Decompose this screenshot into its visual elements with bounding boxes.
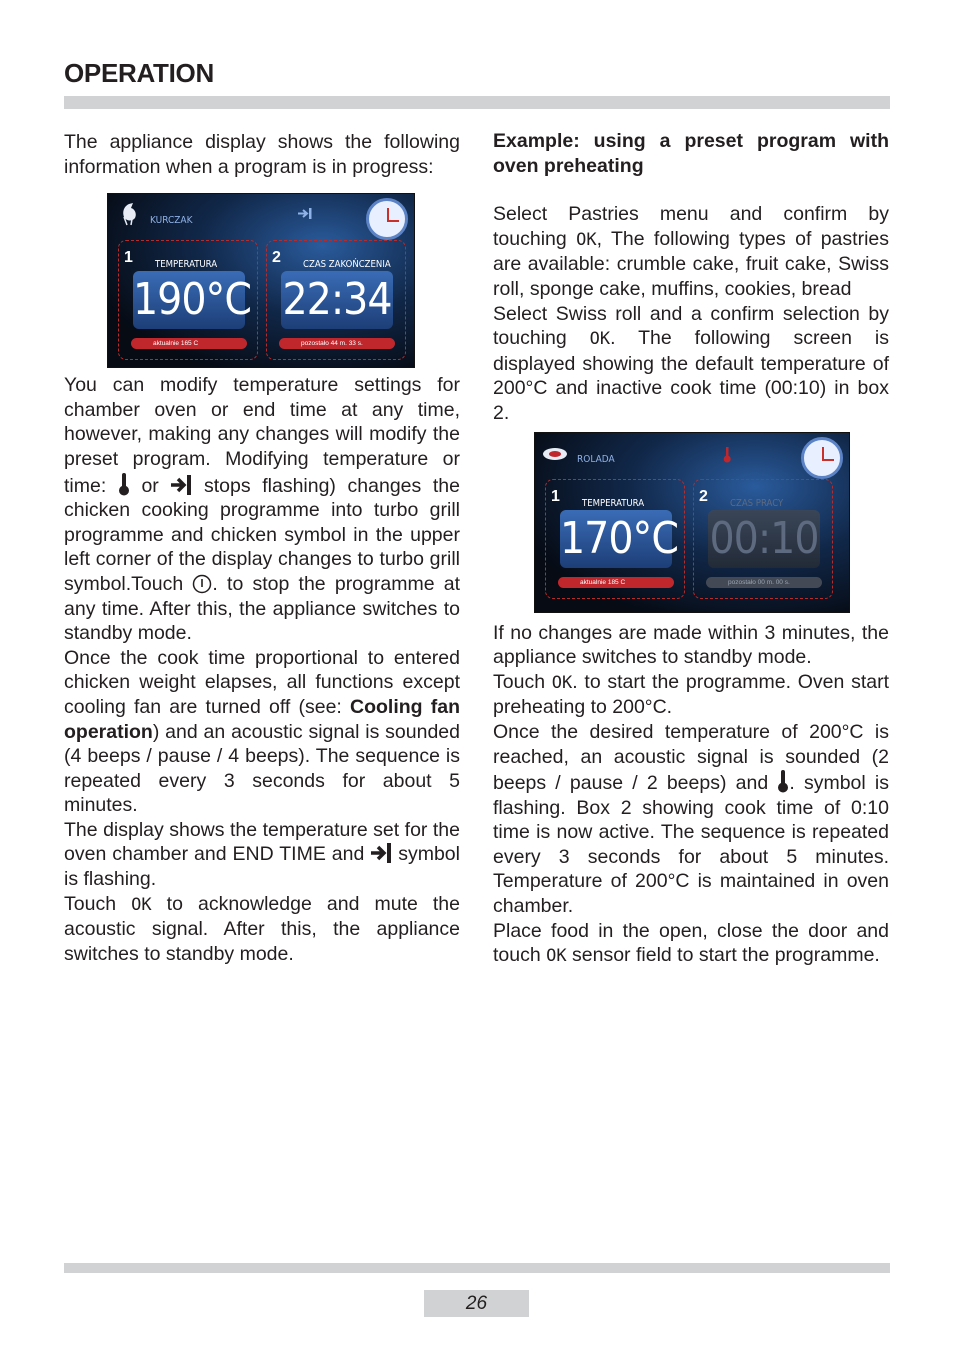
- temperature-value: 170°C: [560, 512, 678, 564]
- right-column: [493, 129, 889, 969]
- box-end-time: [266, 240, 406, 360]
- chicken-icon: [118, 200, 140, 226]
- box-label: CZAS ZAKOŃCZENIA: [303, 259, 391, 271]
- paragraph-pastries: Select Pastries menu and confirm by touching OK, The following types of pastries are available: crumble cake, fruit cake, Swiss roll, sponge cake, muffins, cookies, bread: [493, 203, 889, 300]
- page-number: 26: [424, 1290, 529, 1317]
- paragraph-modify: You can modify temperature settings for chamber oven or end time at any time, however, making any changes will modify the preset program. Modifying temperature or time: or stops flashing) changes the chicken cooking programme into turbo grill programme and chicken symbol in the upper left corner of the display changes to turbo grill symbol.Touch . to stop the programme at any time. After this, the appliance switches to standby mode.: [64, 374, 460, 645]
- box-number: 2: [272, 249, 281, 267]
- cook-time-value: 00:10: [709, 512, 819, 564]
- box-temperature: [118, 240, 258, 360]
- status-bar: pozostało 44 m. 33 s.: [279, 338, 395, 349]
- intro-paragraph: The appliance display shows the following information when a program is in progress:: [64, 131, 460, 178]
- box-temperature: [545, 479, 685, 599]
- clock-icon: [366, 198, 408, 240]
- box-number: 2: [699, 487, 708, 505]
- program-name: ROLADA: [577, 453, 615, 465]
- end-time-icon: [170, 474, 192, 496]
- pastry-icon: [541, 445, 569, 463]
- oven-display-swiss-roll: [534, 432, 850, 613]
- box-label: TEMPERATURA: [155, 259, 218, 271]
- status-bar: aktualnie 185 C: [558, 577, 674, 588]
- box-number: 1: [124, 249, 133, 267]
- power-icon: [192, 574, 212, 594]
- paragraph-cook-time: Once the cook time proportional to entered chicken weight elapses, all functions except cooling fan are turned off (see: Cooling fan operation) and an acoustic signal is sounded (4 beeps / pause / 4 beeps). The sequence is repeated every 3 seconds for about 5 minutes.: [64, 646, 460, 817]
- status-bar: pozostało 00 m. 00 s.: [706, 577, 822, 588]
- end-time-icon: [298, 208, 312, 219]
- thermometer-icon: [118, 472, 130, 496]
- end-time-value: 22:34: [282, 274, 392, 326]
- example-heading: Example: using a preset program with oven preheating: [493, 130, 889, 177]
- header-rule: [64, 96, 890, 109]
- box-number: 1: [551, 487, 560, 505]
- clock-icon: [801, 437, 843, 479]
- temperature-value: 190°C: [133, 274, 251, 326]
- paragraph-no-changes: If no changes are made within 3 minutes, the appliance switches to standby mode.: [493, 621, 889, 669]
- paragraph-start: Touch OK. to start the programme. Oven start preheating to 200°C.: [493, 670, 889, 719]
- page-title: OPERATION: [64, 58, 214, 88]
- left-column: [64, 130, 460, 966]
- paragraph-place-food: Place food in the open, close the door and touch OK sensor field to start the programme.: [493, 919, 889, 967]
- paragraph-swiss-roll: Select Swiss roll and a confirm selection by touching OK. The following screen is displayed showing the default temperature of 200°C and inactive cook time (00:10) in box 2.: [493, 302, 889, 424]
- status-bar: aktualnie 165 C: [131, 338, 247, 349]
- oven-display-chicken: [107, 193, 415, 368]
- box-label: TEMPERATURA: [582, 497, 645, 509]
- program-name: KURCZAK: [150, 215, 193, 227]
- thermometer-icon: [777, 769, 789, 793]
- footer-rule: [64, 1263, 890, 1273]
- paragraph-display-shows: The display shows the temperature set for the oven chamber and END TIME and symbol is flashing.: [64, 818, 460, 891]
- thermometer-icon: [723, 447, 731, 463]
- end-time-icon: [370, 842, 392, 864]
- paragraph-acknowledge: Touch OK to acknowledge and mute the acoustic signal. After this, the appliance switches to standby mode.: [64, 892, 460, 965]
- box-label: CZAS PRACY: [730, 497, 784, 509]
- box-cook-time: [693, 479, 833, 599]
- paragraph-temperature-reached: Once the desired temperature of 200°C is reached, an acoustic signal is sounded (2 beeps / pause / 2 beeps) and . symbol is flashing. Box 2 showing cook time of 0:10 time is now active. The sequence is repeated every 3 seconds for about 5 minutes. Temperature of 200°C is maintained in oven chamber.: [493, 720, 889, 918]
